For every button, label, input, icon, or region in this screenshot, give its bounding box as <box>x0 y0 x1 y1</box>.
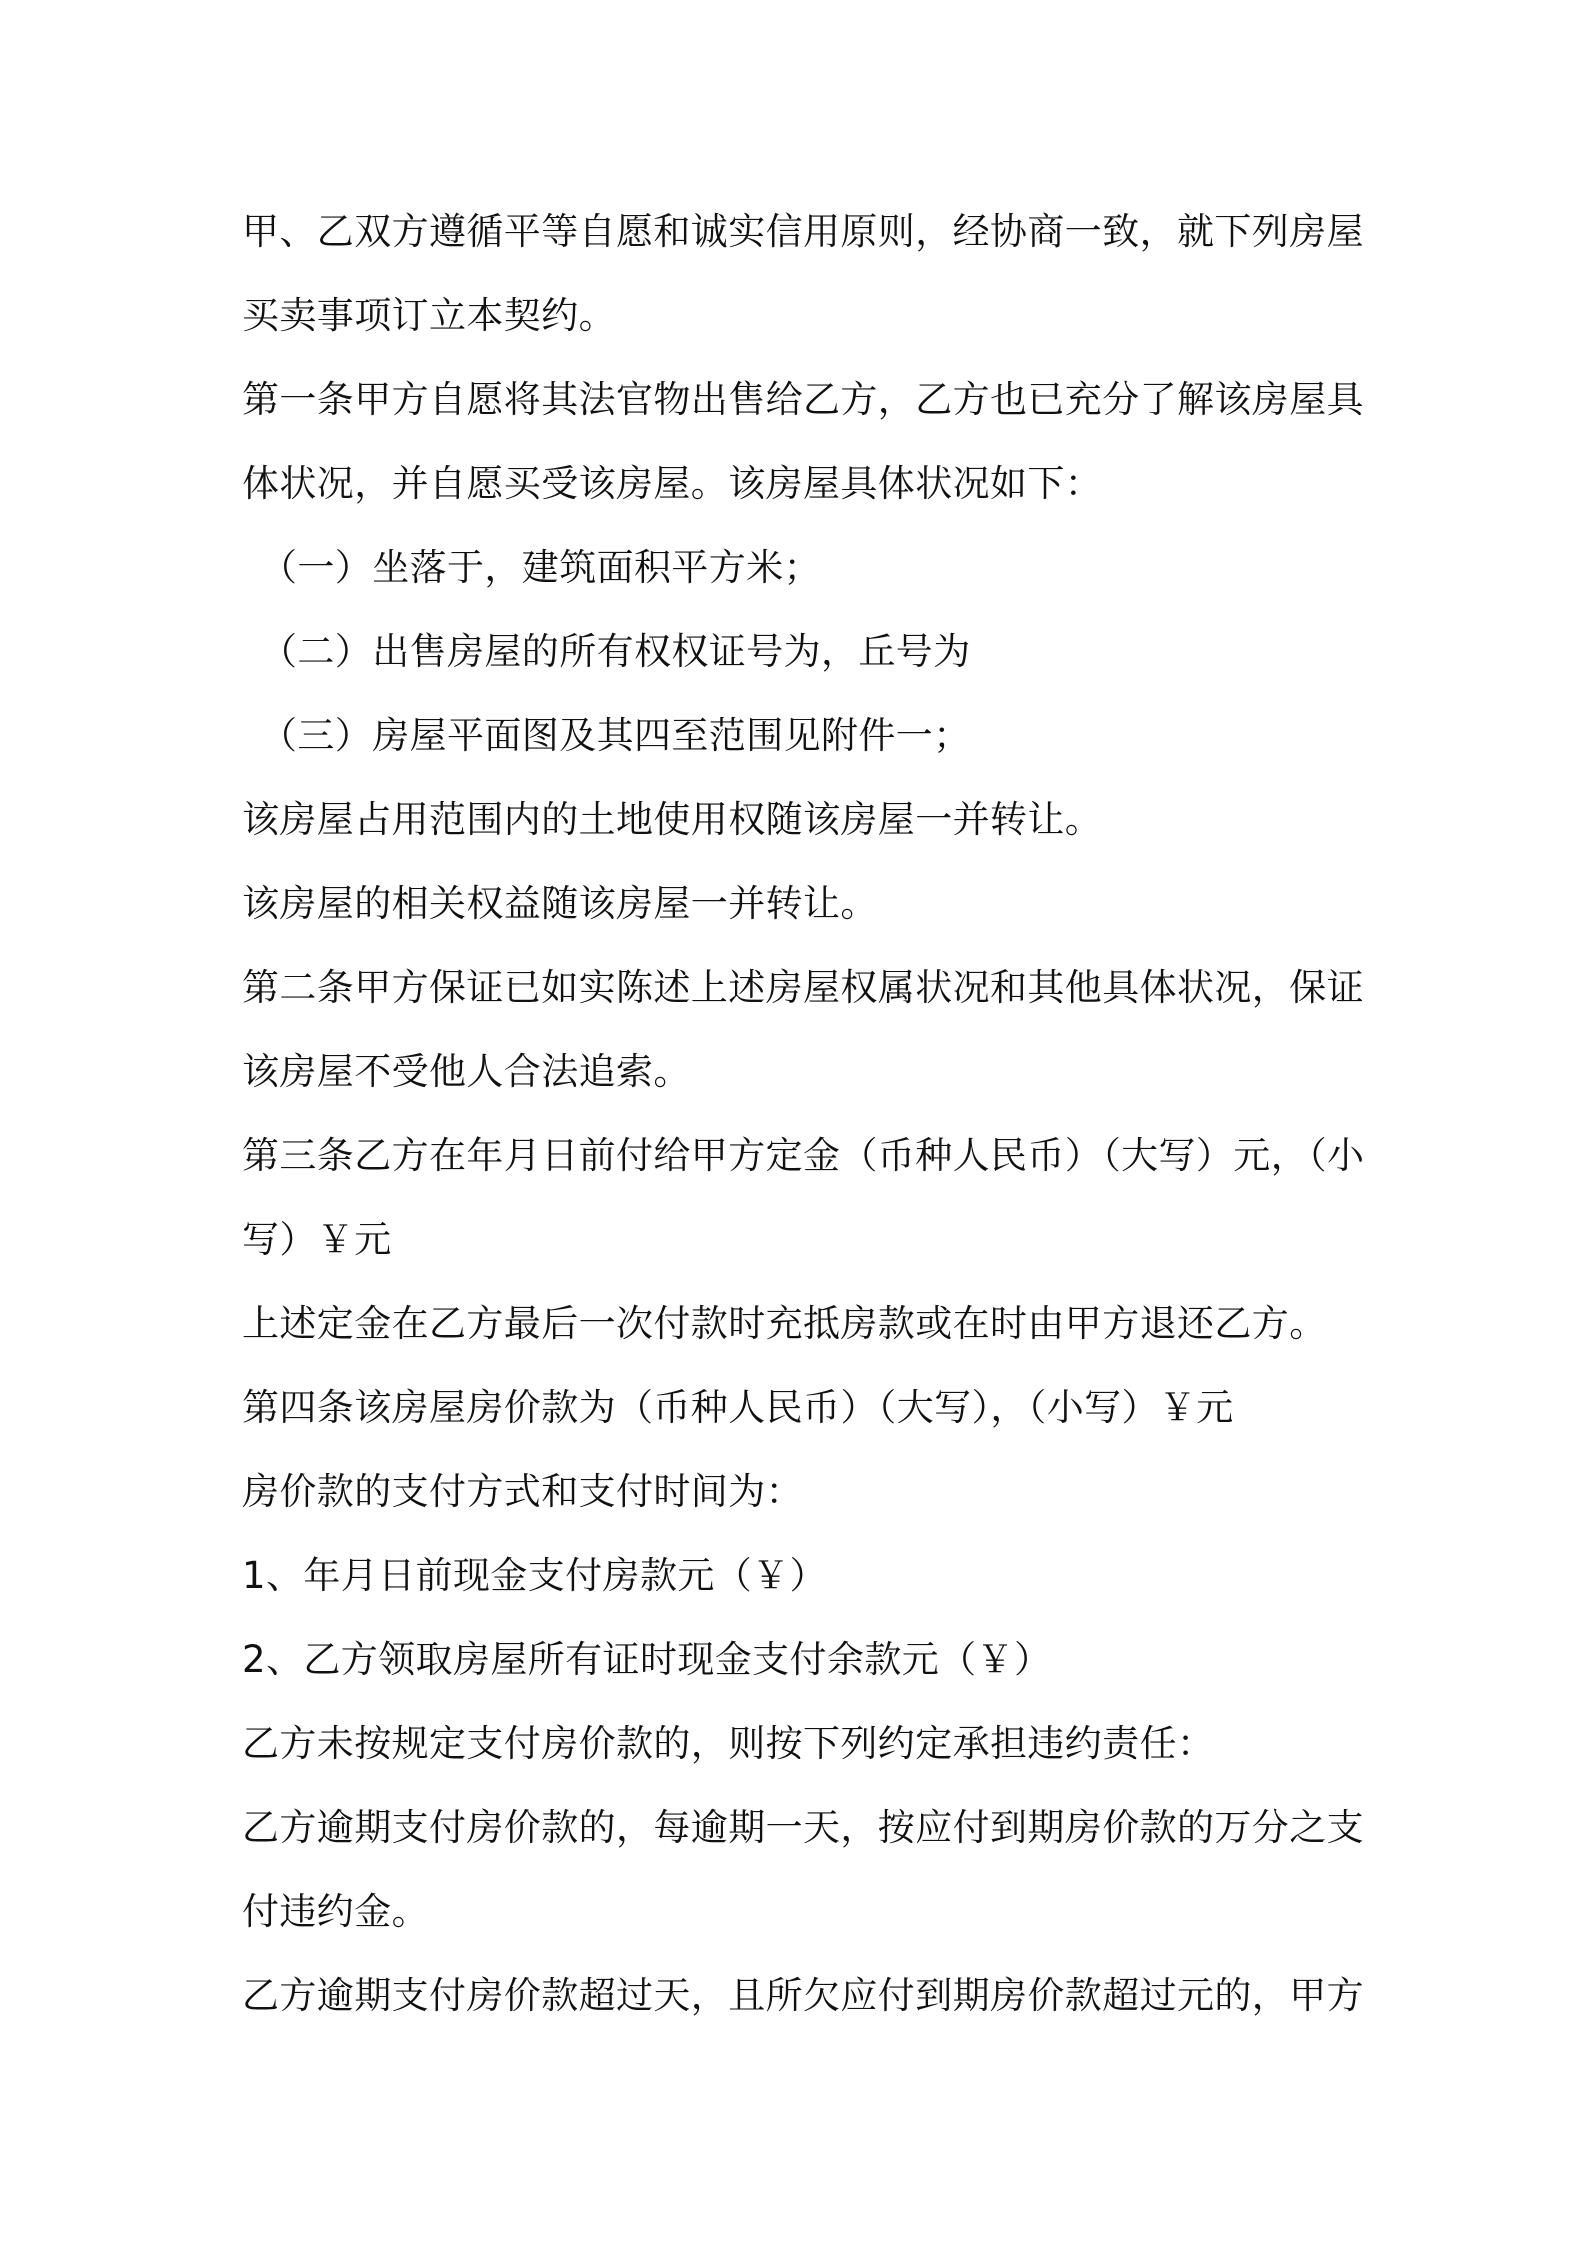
text-line: 房价款的支付方式和支付时间为： <box>242 1470 803 1513</box>
article-2-line: 第二条甲方保证已如实陈述上述房屋权属状况和其他具体状况，保证 <box>242 966 1364 1009</box>
article-3-line: 第三条乙方在年月日前付给甲方定金（币种人民币）（大写）元，（小 <box>242 1134 1365 1177</box>
text-line: 甲、乙双方遵循平等自愿和诚实信用原则，经协商一致，就下列房屋 <box>242 210 1364 253</box>
article-4-line: 第四条该房屋房价款为（币种人民币）（大写），（小写）￥元 <box>242 1386 1234 1429</box>
text-line: 乙方逾期支付房价款超过天，且所欠应付到期房价款超过元的，甲方 <box>242 1974 1364 2017</box>
text-line: 写）￥元 <box>242 1218 392 1261</box>
text-line: 付违约金。 <box>242 1890 429 1933</box>
payment-item: 2、乙方领取房屋所有证时现金支付余款元（￥） <box>242 1638 1052 1681</box>
list-item: （三）房屋平面图及其四至范围见附件一； <box>260 714 971 757</box>
article-1-line: 第一条甲方自愿将其法官物出售给乙方，乙方也已充分了解该房屋具 <box>242 378 1364 421</box>
text-line: 体状况，并自愿买受该房屋。该房屋具体状况如下： <box>242 462 1103 505</box>
text-line: 该房屋不受他人合法追索。 <box>242 1050 691 1093</box>
text-line: 上述定金在乙方最后一次付款时充抵房款或在时由甲方退还乙方。 <box>242 1302 1327 1345</box>
text-line: 该房屋占用范围内的土地使用权随该房屋一并转让。 <box>242 798 1103 841</box>
payment-item: 1、年月日前现金支付房款元（￥） <box>242 1554 827 1597</box>
text-line: 该房屋的相关权益随该房屋一并转让。 <box>242 882 878 925</box>
text-line: 乙方未按规定支付房价款的，则按下列约定承担违约责任： <box>242 1722 1215 1765</box>
document-body <box>242 190 1365 2038</box>
list-item: （一）坐落于，建筑面积平方米； <box>260 546 821 589</box>
text-line: 买卖事项订立本契约。 <box>242 294 616 337</box>
text-line: 乙方逾期支付房价款的，每逾期一天，按应付到期房价款的万分之支 <box>242 1806 1364 1849</box>
list-item: （二）出售房屋的所有权权证号为，丘号为 <box>260 630 971 673</box>
